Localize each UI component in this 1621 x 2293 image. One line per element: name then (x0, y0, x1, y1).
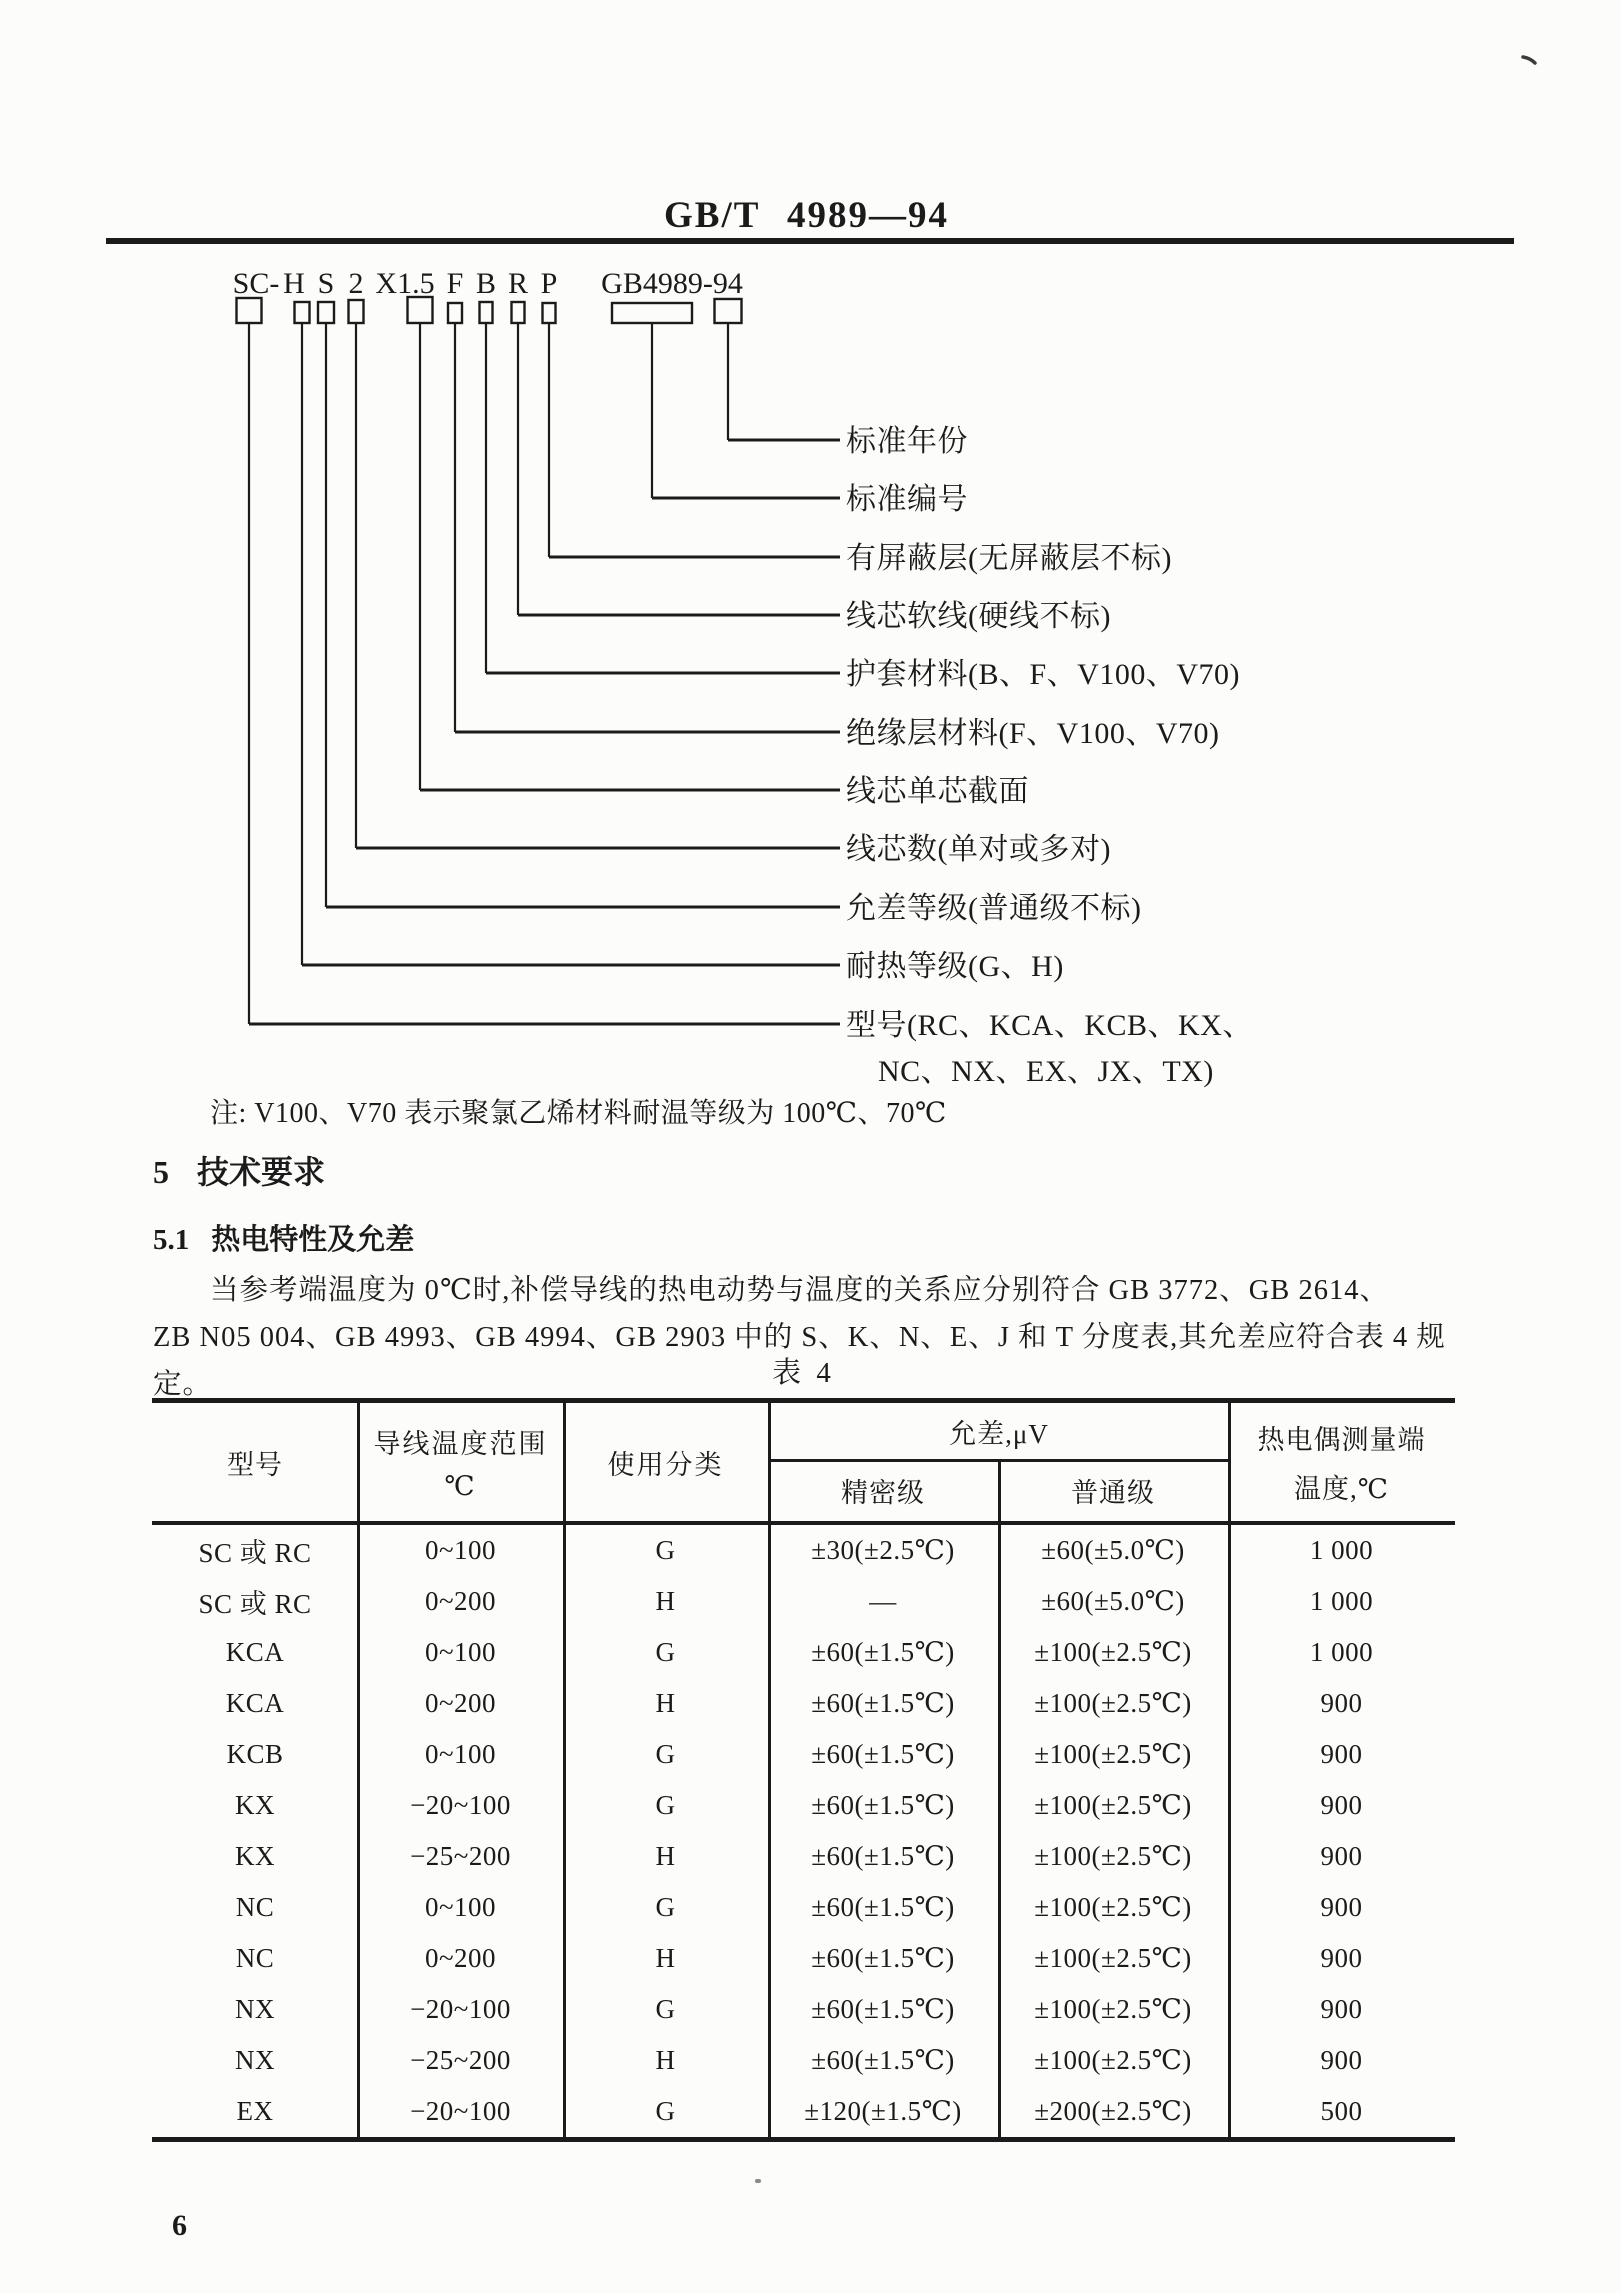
col-header-line: ℃ (444, 1471, 477, 1501)
designation-label: 标准编号 (846, 483, 968, 516)
code-box (237, 298, 262, 323)
table-cell: H (655, 2045, 676, 2075)
table-cell: ±30(±2.5℃) (811, 1535, 955, 1565)
table-cell: −20~100 (410, 1790, 511, 1820)
table-cell: 1 000 (1309, 1535, 1374, 1565)
table-cell: ±60(±1.5℃) (811, 1688, 955, 1718)
col-header-ordinary-grade: 普通级 (1071, 1477, 1155, 1508)
code-box (349, 300, 364, 323)
code-item-text: B (475, 267, 497, 300)
table-cell: NX (235, 1994, 275, 2024)
designation-label: 耐热等级(G、H) (846, 950, 1064, 983)
code-box (512, 302, 525, 323)
table-row (152, 1627, 1455, 1678)
table-row (152, 2035, 1455, 2086)
scan-artifact-speck (755, 2179, 761, 2183)
table-cell: 900 (1320, 2045, 1363, 2075)
table-cell: 900 (1320, 1790, 1363, 1820)
table-cell: ±100(±2.5℃) (1034, 1739, 1192, 1769)
table-cell: 0~200 (424, 1688, 497, 1718)
table-cell: −20~100 (410, 1994, 511, 2024)
table-cell: 900 (1320, 1892, 1363, 1922)
paragraph-line: ZB N05 004、GB 4993、GB 4994、GB 2903 中的 S、K、N、E、J 和 T 分度表,其允差应符合表 4 规定。 (153, 1322, 1446, 1400)
designation-label: 有屏蔽层(无屏蔽层不标) (846, 542, 1172, 575)
table-cell: SC 或 RC (198, 1589, 312, 1619)
table-row (152, 1729, 1455, 1780)
table-cell: ±60(±1.5℃) (811, 1790, 955, 1820)
code-item-text: R (507, 267, 529, 300)
table-cell: ±60(±1.5℃) (811, 1637, 955, 1667)
table-cell: 900 (1320, 1688, 1363, 1718)
designation-label: 允差等级(普通级不标) (846, 892, 1142, 925)
table-cell: 900 (1320, 1841, 1363, 1871)
table-cell: 1 000 (1309, 1637, 1374, 1667)
table-row (152, 1831, 1455, 1882)
table-cell: EX (236, 2096, 274, 2126)
table-cell: H (655, 1841, 676, 1871)
table-cell: −20~100 (410, 2096, 511, 2126)
table-cell: G (655, 1790, 676, 1820)
designation-label: 绝缘层材料(F、V100、V70) (846, 717, 1220, 750)
table-cell: ±60(±5.0℃) (1041, 1586, 1185, 1616)
table-cell: NC (235, 1892, 275, 1922)
table-cell: KCB (226, 1739, 284, 1769)
table-rows (152, 1525, 1455, 2137)
table-cell: G (655, 1535, 676, 1565)
section-5-number: 5 (153, 1154, 169, 1190)
table-cell: ±60(±1.5℃) (811, 1892, 955, 1922)
table-cell: ±60(±5.0℃) (1041, 1535, 1185, 1565)
table-cell: H (655, 1688, 676, 1718)
table-cell: KCA (225, 1637, 285, 1667)
table-cell: ±120(±1.5℃) (804, 2096, 962, 2126)
table-cell: KCA (225, 1688, 285, 1718)
table-cell: ±100(±2.5℃) (1034, 1943, 1192, 1973)
table-cell: SC 或 RC (198, 1538, 312, 1568)
table-cell: ±100(±2.5℃) (1034, 1841, 1192, 1871)
col-header-temp-range (358, 1403, 563, 1521)
section-5-1-title: 热电特性及允差 (211, 1224, 415, 1256)
table-cell: ±60(±1.5℃) (811, 1739, 955, 1769)
table-cell: ±60(±1.5℃) (811, 1994, 955, 2024)
designation-label: 护套材料(B、F、V100、V70) (846, 658, 1241, 691)
table-cell: ±60(±1.5℃) (811, 1841, 955, 1871)
scan-artifact-mark (1520, 50, 1544, 72)
table-cell: NC (235, 1943, 275, 1973)
table-caption: 表 4 (772, 1357, 835, 1389)
section-5-heading (153, 1147, 325, 1193)
col-header-junction-temp (1228, 1403, 1455, 1521)
code-item-text: S (317, 267, 335, 300)
designation-label: 线芯数(单对或多对) (846, 833, 1111, 866)
col-header-model: 型号 (227, 1449, 283, 1480)
designation-label: NC、NX、EX、JX、TX) (878, 1055, 1214, 1088)
table-cell: G (655, 2096, 676, 2126)
designation-label: 标准年份 (846, 425, 968, 458)
designation-label: 型号(RC、KCA、KCB、KX、 (846, 1009, 1253, 1042)
table-cell: ±100(±2.5℃) (1034, 1994, 1192, 2024)
col-header-line: 导线温度范围 (373, 1429, 548, 1459)
table-cell: G (655, 1994, 676, 2024)
standard-code-header: GB/T 4989—94 (664, 195, 949, 236)
designation-note: 注: V100、V70 表示聚氯乙烯材料耐温等级为 100℃、70℃ (210, 1098, 947, 1129)
table-row (152, 1984, 1455, 2035)
table-cell: 0~100 (424, 1739, 497, 1769)
designation-diagram (0, 0, 1621, 1140)
table-cell: ±200(±2.5℃) (1034, 2096, 1192, 2126)
table-cell: G (655, 1892, 676, 1922)
designation-label: 线芯单芯截面 (846, 775, 1029, 808)
table-4 (152, 1398, 1455, 2142)
paragraph-line: 当参考端温度为 0℃时,补偿导线的热电动势与温度的关系应分别符合 GB 3772、GB 2614、 (210, 1275, 1389, 1306)
table-cell: 500 (1320, 2096, 1363, 2126)
code-box (480, 302, 493, 323)
table-cell: G (655, 1637, 676, 1667)
table-cell: H (655, 1943, 676, 1973)
table-row (152, 1882, 1455, 1933)
code-box (448, 303, 462, 323)
table-cell: — (869, 1586, 897, 1616)
table-cell: 0~200 (424, 1943, 497, 1973)
table-cell: KX (235, 1790, 275, 1820)
table-cell: −25~200 (410, 1841, 511, 1871)
table-cell: 0~100 (424, 1637, 497, 1667)
code-box (612, 303, 692, 323)
table-cell: 900 (1320, 1994, 1363, 2024)
table-cell: NX (235, 2045, 275, 2075)
code-item-text: SC- (232, 267, 280, 300)
table-cell: ±60(±1.5℃) (811, 2045, 955, 2075)
table-cell: 1 000 (1309, 1586, 1374, 1616)
code-item-text: P (540, 267, 558, 300)
table-row (152, 1576, 1455, 1627)
table-row (152, 1780, 1455, 1831)
section-5-1-heading (153, 1217, 414, 1258)
code-box (408, 297, 433, 323)
table-cell: −25~200 (410, 2045, 511, 2075)
designation-label: 线芯软线(硬线不标) (846, 600, 1111, 633)
table-cell: H (655, 1586, 676, 1616)
table-cell: ±100(±2.5℃) (1034, 1892, 1192, 1922)
table-cell: ±100(±2.5℃) (1034, 1637, 1192, 1667)
col-header-line: 热电偶测量端 (1257, 1425, 1426, 1455)
page-number: 6 (172, 2209, 187, 2242)
col-header-usage-class: 使用分类 (607, 1449, 724, 1480)
code-item-text: H (283, 267, 305, 300)
table-cell: 900 (1320, 1943, 1363, 1973)
code-box (715, 299, 742, 323)
table-cell: 0~200 (424, 1586, 497, 1616)
code-item-text: 2 (348, 267, 364, 300)
code-box (295, 302, 310, 323)
table-cell: 900 (1320, 1739, 1363, 1769)
table-cell: ±60(±1.5℃) (811, 1943, 955, 1973)
table-row (152, 1525, 1455, 1576)
table-cell: 0~100 (424, 1892, 497, 1922)
code-item-text: X1.5 (375, 267, 435, 300)
section-5-1-number: 5.1 (153, 1224, 190, 1256)
code-item-text: F (446, 267, 464, 300)
table-row (152, 1933, 1455, 1984)
code-box (543, 303, 556, 323)
table-cell: ±100(±2.5℃) (1034, 1790, 1192, 1820)
table-cell: ±100(±2.5℃) (1034, 1688, 1192, 1718)
code-box (318, 302, 334, 323)
table-row (152, 1678, 1455, 1729)
col-header-precision-grade: 精密级 (841, 1477, 925, 1508)
table-cell: ±100(±2.5℃) (1034, 2045, 1192, 2075)
code-item-text: GB4989-94 (601, 267, 743, 300)
section-5-title: 技术要求 (197, 1154, 326, 1190)
col-header-tolerance-group: 允差,μV (949, 1418, 1049, 1449)
table-row (152, 2086, 1455, 2137)
col-header-line: 温度,℃ (1294, 1474, 1389, 1504)
table-cell: 0~100 (424, 1535, 497, 1565)
table-cell: KX (235, 1841, 275, 1871)
table-cell: G (655, 1739, 676, 1769)
